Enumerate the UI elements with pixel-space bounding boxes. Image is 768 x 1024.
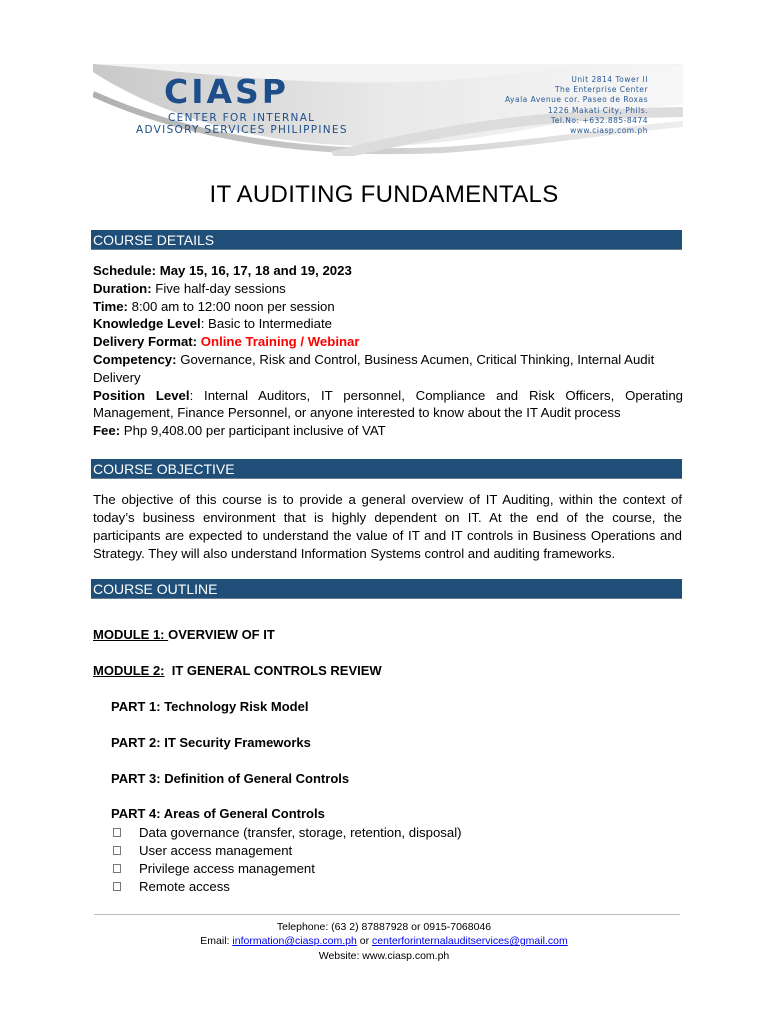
delivery-value: Online Training / Webinar	[200, 334, 360, 350]
checkbox-bullet-icon	[113, 864, 121, 873]
position-label: Position Level	[93, 387, 190, 403]
page-title: IT AUDITING FUNDAMENTALS	[209, 181, 559, 208]
part-2: PART 2: IT Security Frameworks	[111, 735, 311, 750]
schedule-label: Schedule:	[93, 263, 157, 278]
time-label: Time:	[93, 298, 128, 314]
duration-value: Five half-day sessions	[155, 280, 286, 296]
email-or: or	[356, 935, 373, 947]
competency-row	[93, 351, 683, 387]
logo-subtitle-line2: ADVISORY SERVICES PHILIPPINES	[136, 124, 348, 136]
address-line: Unit 2814 Tower II	[571, 75, 648, 84]
objective-paragraph: The objective of this course is to provide a general overview of IT Auditing, within the context of today’s business environment that is highly dependent on IT. At the end of the course, the participants are expected to understand the value of IT and IT controls in Business Operations and Strategy. They will also understand Information Systems control and auditing frameworks.	[93, 492, 682, 561]
general-controls-list	[113, 824, 462, 896]
footer-divider	[94, 914, 680, 915]
course-details	[93, 262, 683, 440]
module-1-title: OVERVIEW OF IT	[168, 627, 275, 642]
competency-label: Competency:	[93, 351, 177, 367]
company-address	[505, 75, 648, 136]
delivery-format-row	[93, 333, 683, 351]
section-header-course-outline: COURSE OUTLINE	[91, 579, 682, 599]
knowledge-value: : Basic to Intermediate	[200, 316, 332, 332]
address-line: Tel.No: +632.885-8474	[550, 115, 648, 125]
schedule-value: May 15, 16, 17, 18 and 19, 2023	[159, 263, 352, 278]
module-2	[93, 663, 382, 678]
part-3: PART 3: Definition of General Controls	[111, 771, 350, 786]
section-header-course-objective: COURSE OBJECTIVE	[91, 459, 682, 479]
duration-label: Duration:	[93, 280, 152, 296]
section-header-course-details: COURSE DETAILS	[91, 230, 682, 250]
part-4: PART 4: Areas of General Controls	[111, 806, 325, 821]
footer-email	[0, 934, 768, 949]
footer-telephone: Telephone: (63 2) 87887928 or 0915-7068046	[276, 921, 492, 933]
address-line: Ayala Avenue cor. Paseo de Roxas	[504, 95, 648, 105]
list-item: User access management	[113, 842, 462, 860]
module-1	[93, 627, 275, 642]
logo-subtitle-line1: CENTER FOR INTERNAL	[168, 112, 316, 124]
email-label: Email:	[200, 935, 233, 947]
checkbox-bullet-icon	[113, 846, 121, 855]
module-2-title: IT GENERAL CONTROLS REVIEW	[171, 663, 382, 678]
address-line: 1226 Makati City, Phils.	[548, 105, 648, 115]
fee-row	[93, 422, 683, 440]
list-item: Data governance (transfer, storage, retention, disposal)	[113, 824, 462, 842]
fee-label: Fee:	[93, 423, 121, 439]
address-line: www.ciasp.com.ph	[570, 126, 648, 136]
list-item: Remote access	[113, 878, 462, 896]
position-level-row	[93, 387, 683, 423]
email-link-gmail[interactable]: centerforinternalauditservices@gmail.com	[372, 935, 568, 947]
part-1: PART 1: Technology Risk Model	[111, 699, 309, 714]
time-value: 8:00 am to 12:00 noon per session	[131, 298, 335, 314]
checkbox-bullet-icon	[113, 882, 121, 891]
position-value: : Internal Auditors, IT personnel, Compliance and Risk Officers, Operating Management, Finance Personnel, or anyone interested to know about the IT Audit process	[93, 387, 683, 421]
email-link-information[interactable]: information@ciasp.com.ph	[232, 935, 357, 947]
footer-website: Website: www.ciasp.com.ph	[318, 950, 450, 962]
address-line: The Enterprise Center	[554, 85, 648, 95]
delivery-label: Delivery Format:	[93, 334, 198, 350]
list-item: Privilege access management	[113, 860, 462, 878]
time-row	[93, 298, 683, 316]
schedule-row	[93, 262, 683, 280]
competency-value: Governance, Risk and Control, Business Acumen, Critical Thinking, Internal Audit Delivery	[93, 351, 655, 385]
fee-value: Php 9,408.00 per participant inclusive of VAT	[123, 423, 386, 439]
module-1-label: MODULE 1:	[93, 627, 169, 642]
module-2-label: MODULE 2:	[93, 663, 165, 678]
ciasp-logo: CIASP	[164, 72, 289, 111]
duration-row	[93, 280, 683, 298]
knowledge-level-row	[93, 315, 683, 333]
checkbox-bullet-icon	[113, 828, 121, 837]
knowledge-label: Knowledge Level	[93, 316, 201, 332]
